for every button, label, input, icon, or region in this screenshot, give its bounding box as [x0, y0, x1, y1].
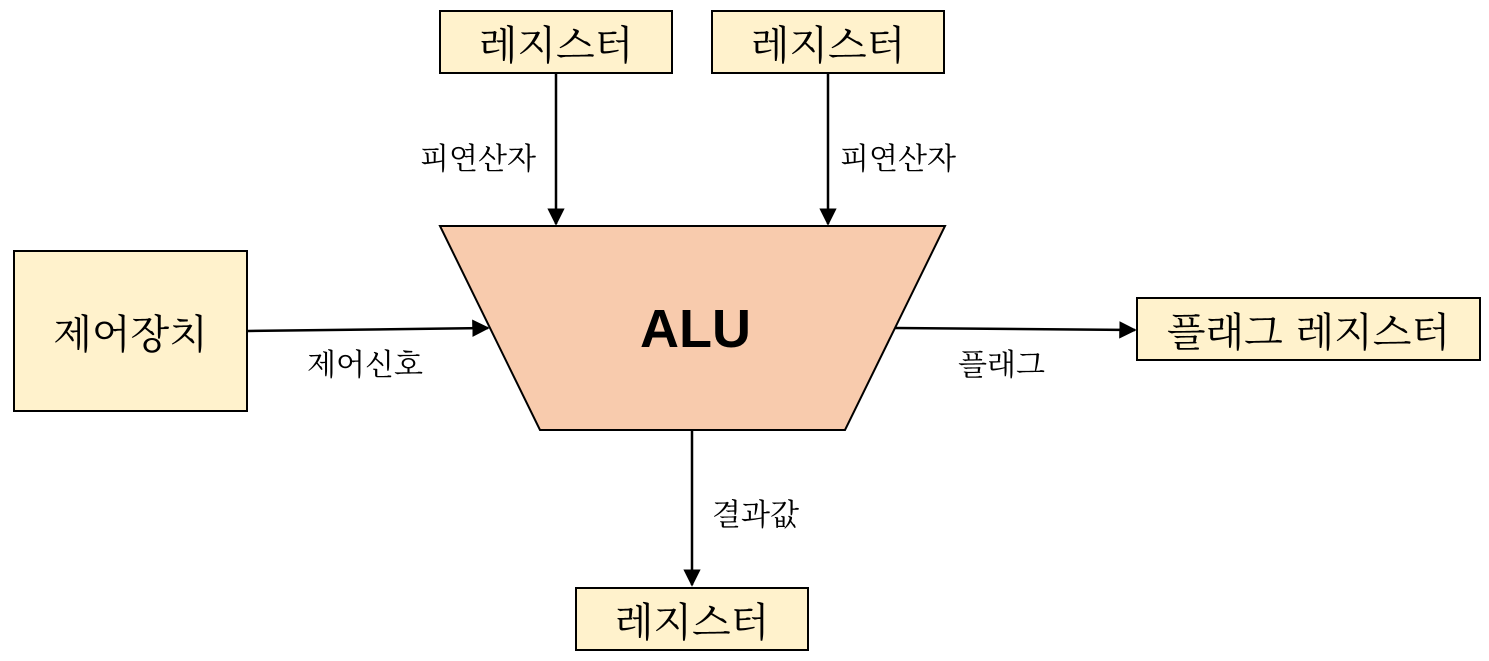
flag-label: 플래그: [958, 348, 1045, 383]
register-top-left: 레지스터: [439, 10, 673, 74]
alu-label: ALU: [640, 299, 751, 359]
operand-right-label: 피연산자: [840, 142, 956, 177]
operand-left-label: 피연산자: [420, 142, 536, 177]
register-top-right: 레지스터: [711, 10, 945, 74]
register-bottom: 레지스터: [575, 587, 809, 651]
control-unit-box: 제어장치: [13, 250, 248, 412]
flag-arrow: [895, 328, 1135, 330]
result-label: 결과값: [712, 498, 799, 533]
control-signal-label: 제어신호: [307, 348, 423, 383]
flag-register-box: 플래그 레지스터: [1136, 297, 1481, 361]
control-signal-arrow: [248, 328, 488, 331]
